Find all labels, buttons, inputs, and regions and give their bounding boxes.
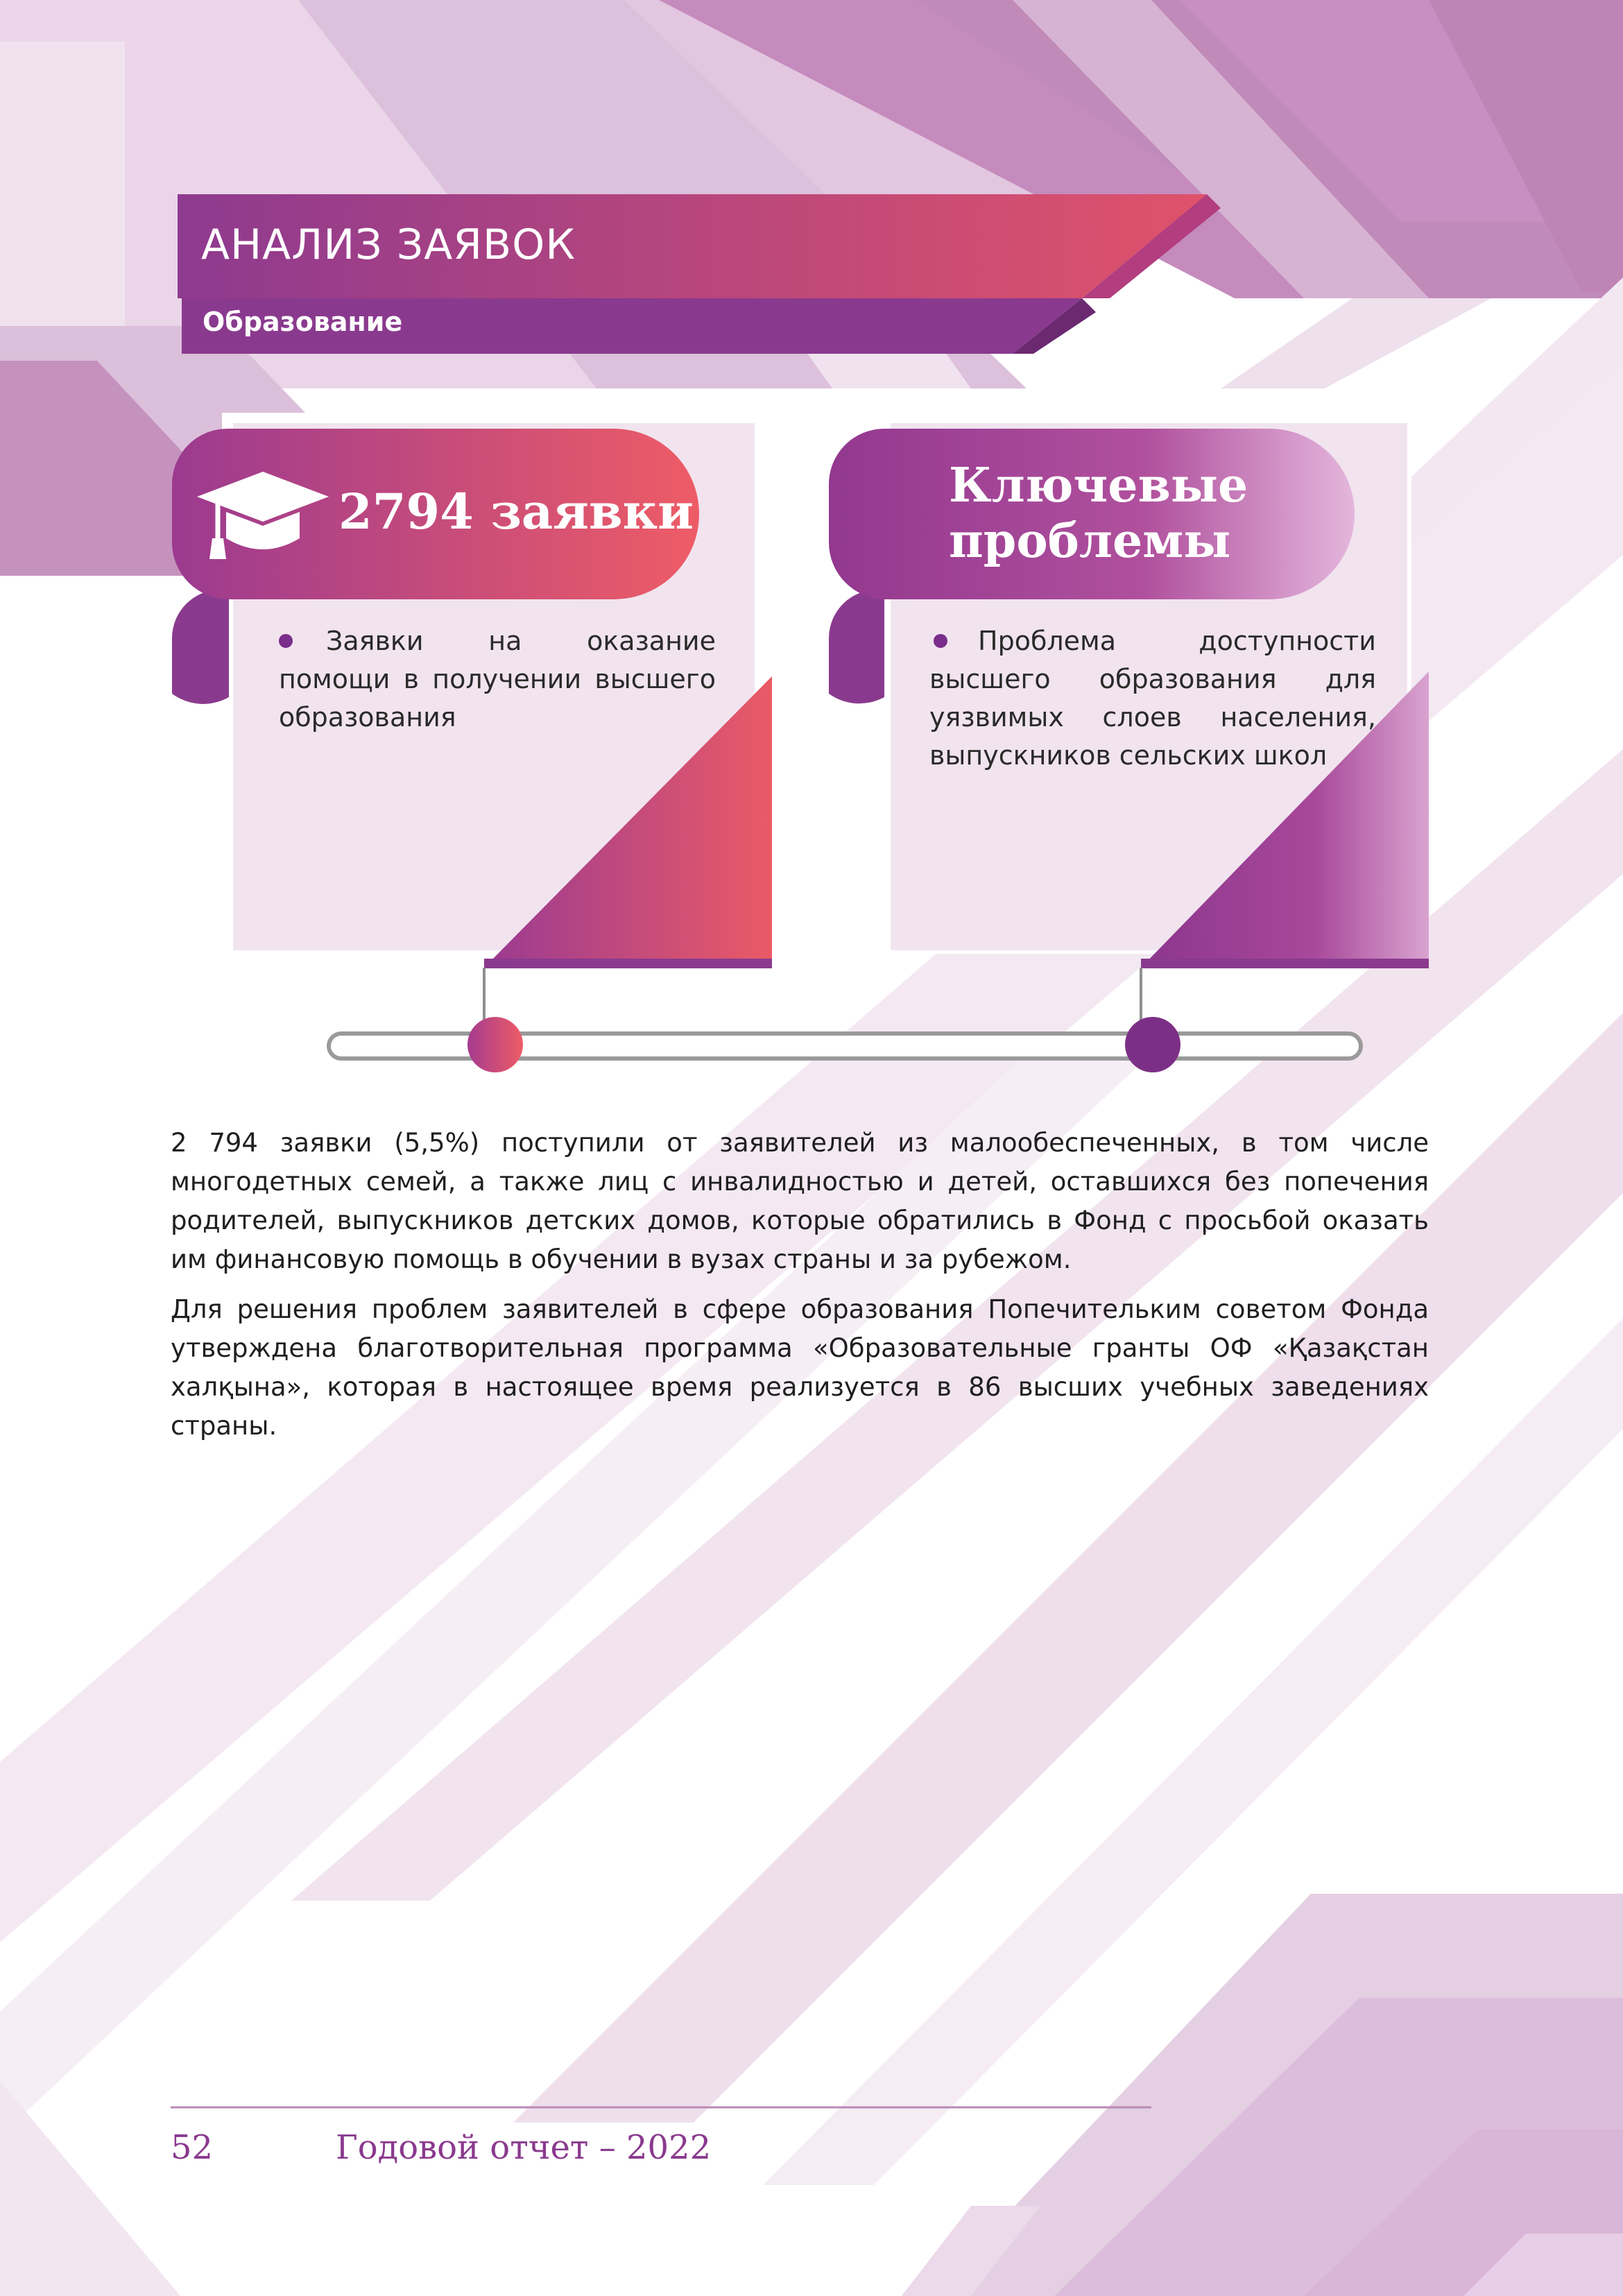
card-applications-bullet: Заявки на оказание помощи в получении высшего образования — [279, 626, 716, 733]
section-subtitle: Образование — [203, 307, 403, 337]
body-paragraph-1: 2 794 заявки (5,5%) поступили от заявителей из малообеспеченных, в том числе многодетных семей, а также лиц с инвалидностью и детей, оставшихся без попечения родителей, выпускников детских домов, которые обратились в Фонд с просьбой оказать им финансовую помощь в обучении в вузах страны и за рубежом. — [171, 1128, 1429, 1274]
card-key-problems-bullet: Проблема доступности высшего образования для уязвимых слоев населения, выпускников сельских школ — [929, 626, 1376, 771]
section-title: АНАЛИЗ ЗАЯВОК — [201, 221, 576, 269]
applications-count: 2794 заявки — [338, 483, 694, 540]
page-number: 52 — [171, 2128, 214, 2167]
report-title: Годовой отчет – 2022 — [336, 2128, 712, 2167]
key-problems-title-line1: Ключевые — [949, 458, 1248, 513]
graduation-cap-icon — [197, 472, 329, 562]
key-problems-title-line2: проблемы — [949, 513, 1231, 569]
body-paragraph-2: Для решения проблем заявителей в сфере образования Попечительким советом Фонда утверждена благотворительная программа «Образовательные гранты ОФ «Қазақстан халқына», которая в настоящее время реализуется в 86 высших учебных заведениях страны. — [171, 1294, 1429, 1441]
